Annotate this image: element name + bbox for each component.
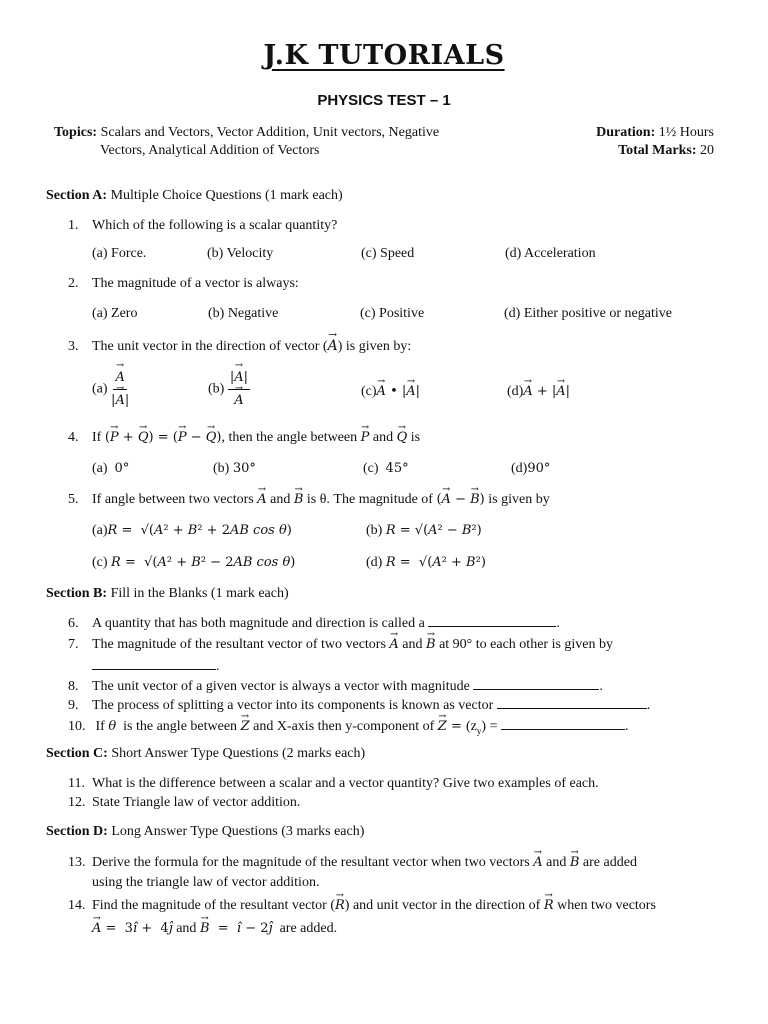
question-text: , then the angle between [221, 430, 358, 445]
section-a-heading [46, 188, 343, 204]
q4-option-a: (a) 0° [92, 461, 130, 476]
question-10: 10. If θ is the angle between → Z and X-axis then y-component of → $Z = (z_y)$ = . [68, 717, 628, 736]
question-12: 12. State Triangle law of vector addition. [68, 795, 301, 810]
q2-option-d: (d) Either positive or negative [504, 306, 672, 321]
answer-blank[interactable] [501, 717, 625, 730]
q1-option-c: (c) Speed [361, 246, 415, 261]
question-number: 3. [68, 339, 79, 354]
q3-option-c: (c)→ A • |→ A| [361, 384, 420, 400]
question-text: If [92, 430, 102, 445]
question-3 [68, 338, 411, 355]
question-14-line-2: → A = 3î + 4ĵ and → B = î − 2ĵ are added. [92, 921, 337, 937]
section-title: Multiple Choice Questions (1 mark each) [110, 188, 343, 203]
q5-option-c: (c) R = √(A² + B² − 2AB cos θ) [92, 555, 296, 570]
total-marks-label: Total Marks: [618, 143, 697, 158]
question-text: is given by [488, 492, 550, 507]
question-text: Which of the following is a scalar quantity? [92, 218, 338, 233]
question-5: 5. If angle between two vectors → A and → B is θ. The magnitude of (→ A − → B) is given by [68, 492, 550, 508]
q2-option-b: (b) Negative [208, 306, 279, 321]
question-1 [68, 218, 337, 234]
q1-option-a: (a) Force. [92, 246, 147, 261]
q4-option-d: (d)90° [511, 461, 551, 476]
answer-blank[interactable] [473, 677, 599, 690]
q3-option-d: (d)→ A + |→ A| [507, 384, 570, 400]
q3-option-b [208, 368, 250, 411]
question-4: 4. If (→ P + → Q) = (→ P − → Q), then the angle between → P and → Q is [68, 430, 420, 446]
question-9: 9. The process of splitting a vector into its components is known as vector . [68, 698, 651, 713]
duration-label: Duration: [596, 125, 656, 140]
question-14: 14. Find the magnitude of the resultant vector (→ R) and unit vector in the direction of → R when two vectors [68, 898, 656, 914]
question-text: The unit vector in the direction of vector ( [92, 339, 328, 354]
section-b-heading: Section B: Fill in the Blanks (1 mark each) [46, 586, 289, 601]
option-label: (c) [361, 384, 377, 399]
topics-block [54, 124, 439, 160]
q1-option-d: (d) Acceleration [505, 246, 596, 261]
question-text: The magnitude of a vector is always: [92, 276, 299, 291]
question-text: If angle between two vectors [92, 492, 254, 507]
q4-option-b: (b) 30° [213, 461, 256, 476]
question-number: 1. [68, 218, 79, 233]
question-text: is θ. The magnitude of [306, 492, 433, 507]
test-title: PHYSICS TEST – 1 [317, 92, 451, 109]
section-label: Section A: [46, 188, 108, 203]
topics-label: Topics: [54, 125, 98, 140]
topics-line-2: Vectors, Analytical Addition of Vectors [100, 143, 320, 158]
question-2 [68, 276, 299, 292]
topics-line-1: Scalars and Vectors, Vector Addition, Unit vectors, Negative [100, 125, 440, 140]
answer-blank[interactable] [92, 657, 216, 670]
fraction: |→ A| → A [228, 368, 250, 411]
q2-option-a: (a) Zero [92, 306, 138, 321]
question-number: 5. [68, 492, 79, 507]
q5-option-a: (a)R = √(A² + B² + 2AB cos θ) [92, 523, 292, 538]
duration-value: 1½ Hours [658, 125, 714, 140]
question-8: 8. The unit vector of a given vector is always a vector with magnitude . [68, 679, 603, 694]
q1-option-b: (b) Velocity [207, 246, 274, 261]
question-text: is [410, 430, 421, 445]
q5-option-d: (d) R = √(A² + B²) [366, 555, 486, 570]
question-13: 13. Derive the formula for the magnitude of the resultant vector when two vectors → A and → B are added [68, 855, 637, 871]
q5-option-b: (b) R = √(A² − B²) [366, 523, 482, 538]
answer-blank[interactable] [428, 614, 556, 627]
question-13-line-2: using the triangle law of vector addition. [92, 875, 320, 890]
brand-title: J.K TUTORIALS [263, 40, 505, 71]
option-label: (a) [92, 381, 108, 397]
test-meta [596, 124, 714, 160]
question-number: 4. [68, 430, 79, 445]
fraction: → $\frac{A}{|\to A|}$ [111, 368, 129, 411]
question-6: 6. A quantity that has both magnitude and direction is called a . [68, 616, 560, 631]
q4-option-c: (c) 45° [363, 461, 409, 476]
section-c-heading: Section C: Short Answer Type Questions (2 marks each) [46, 746, 366, 761]
q3-option-a [92, 368, 129, 411]
question-text: and [372, 430, 394, 445]
q7-blank-line: . [92, 657, 220, 675]
option-label: (d) [507, 384, 524, 399]
section-d-heading: Section D: Long Answer Type Questions (3 marks each) [46, 824, 365, 839]
q2-option-c: (c) Positive [360, 306, 425, 321]
vector-a: → A [328, 338, 338, 354]
total-marks-value: 20 [700, 143, 714, 158]
question-text: ) is given by: [337, 339, 412, 354]
question-number: 2. [68, 276, 79, 291]
option-label: (b) [208, 381, 225, 397]
question-7: 7. The magnitude of the resultant vector of two vectors → A and → B at 90° to each other is given by [68, 637, 613, 653]
question-11: 11. What is the difference between a scalar and a vector quantity? Give two examples of each. [68, 776, 599, 791]
answer-blank[interactable] [497, 696, 647, 709]
